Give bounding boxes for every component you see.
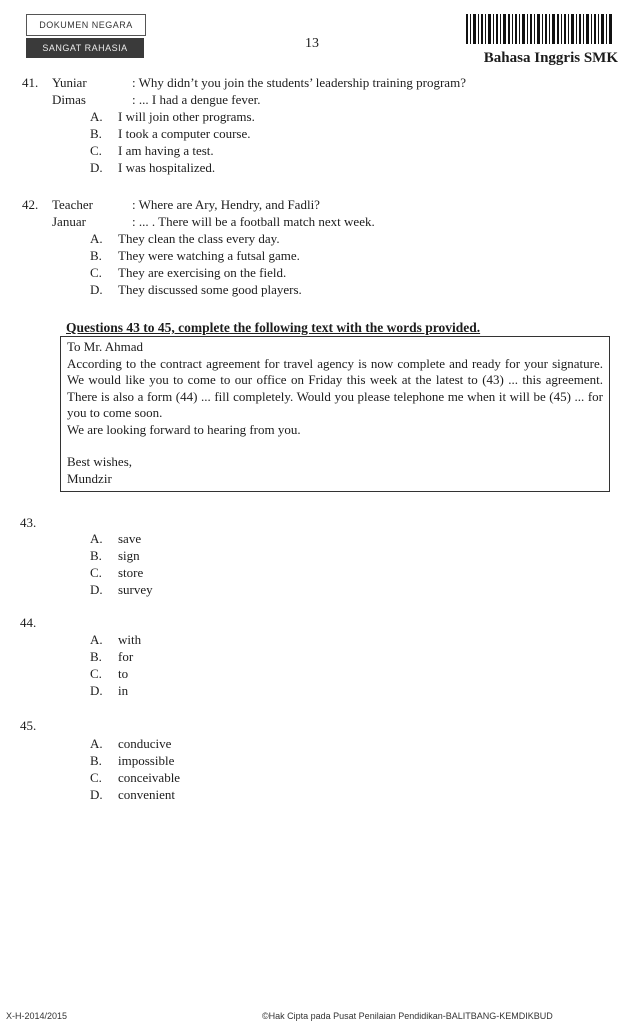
barcode-icon bbox=[466, 14, 612, 44]
option-44-d bbox=[90, 683, 128, 699]
letter-body: According to the contract agreement for travel agency is now complete and ready for your signature. We would like you to come to our office on Friday this week at the latest to (43) ... this agreement. There is also a form (44) ... fill completely. Would you please telephone me when it will be (45) ... for you to come soon. bbox=[67, 355, 603, 420]
stamp-dokumen-negara: DOKUMEN NEGARA bbox=[26, 14, 146, 36]
option-letter: B. bbox=[90, 753, 102, 768]
option-45-c bbox=[90, 770, 180, 786]
option-text: for bbox=[118, 649, 134, 664]
option-44-b bbox=[90, 649, 133, 665]
option-letter: A. bbox=[90, 231, 103, 246]
option-text: in bbox=[118, 683, 129, 698]
option-letter: A. bbox=[90, 531, 103, 546]
option-text: convenient bbox=[118, 787, 176, 802]
footer-exam-code: X-H-2014/2015 bbox=[6, 1011, 68, 1021]
option-letter: D. bbox=[90, 683, 103, 698]
option-text: They clean the class every day. bbox=[118, 231, 280, 246]
option-text: I took a computer course. bbox=[118, 126, 251, 141]
option-text: with bbox=[118, 632, 142, 647]
option-letter: B. bbox=[90, 548, 102, 563]
option-text: conducive bbox=[118, 736, 172, 751]
option-text: They discussed some good players. bbox=[118, 282, 302, 297]
question-42-line1 bbox=[22, 196, 320, 213]
option-text: impossible bbox=[118, 753, 175, 768]
question-number: 41. bbox=[22, 75, 39, 90]
option-41-d bbox=[90, 160, 215, 176]
dialogue-text: : Where are Ary, Hendry, and Fadli? bbox=[132, 197, 320, 212]
question-41-line2 bbox=[52, 91, 261, 108]
option-45-a bbox=[90, 736, 171, 752]
page-number: 13 bbox=[305, 36, 319, 51]
option-letter: C. bbox=[90, 565, 102, 580]
question-42-line2 bbox=[52, 213, 375, 230]
option-text: They are exercising on the field. bbox=[118, 265, 287, 280]
option-44-c bbox=[90, 666, 128, 682]
option-letter: A. bbox=[90, 109, 103, 124]
option-letter: B. bbox=[90, 248, 102, 263]
option-letter: D. bbox=[90, 582, 103, 597]
question-43-number: 43. bbox=[20, 515, 37, 530]
option-letter: D. bbox=[90, 160, 103, 175]
letter-signature: Mundzir bbox=[67, 470, 112, 486]
dialogue-text: : ... I had a dengue fever. bbox=[132, 92, 261, 107]
subject-title: Bahasa Inggris SMK bbox=[483, 50, 618, 66]
speaker-name: Teacher bbox=[52, 197, 93, 212]
option-letter: C. bbox=[90, 666, 102, 681]
letter-recipient: To Mr. Ahmad bbox=[67, 339, 144, 354]
option-43-a bbox=[90, 531, 141, 547]
option-text: They were watching a futsal game. bbox=[118, 248, 300, 263]
option-43-c bbox=[90, 565, 143, 581]
option-43-d bbox=[90, 582, 153, 598]
speaker-name: Yuniar bbox=[52, 75, 87, 90]
option-text: save bbox=[118, 531, 142, 546]
option-text: sign bbox=[118, 548, 140, 563]
option-42-b bbox=[90, 248, 300, 264]
letter-closing-line: We are looking forward to hearing from you. bbox=[67, 421, 301, 437]
option-letter: C. bbox=[90, 143, 102, 158]
option-text: I will join other programs. bbox=[118, 109, 255, 124]
option-letter: A. bbox=[90, 632, 103, 647]
option-letter: D. bbox=[90, 787, 103, 802]
option-text: conceivable bbox=[118, 770, 181, 785]
question-44-number: 44. bbox=[20, 615, 37, 630]
passage-heading: Questions 43 to 45, complete the following text with the words provided. bbox=[66, 320, 481, 335]
passage-box bbox=[60, 336, 610, 492]
option-text: I was hospitalized. bbox=[118, 160, 216, 175]
option-41-a bbox=[90, 109, 255, 125]
option-42-c bbox=[90, 265, 286, 281]
option-41-c bbox=[90, 143, 214, 159]
speaker-name: Dimas bbox=[52, 92, 86, 107]
option-letter: B. bbox=[90, 126, 102, 141]
option-letter: B. bbox=[90, 649, 102, 664]
option-42-d bbox=[90, 282, 302, 298]
question-45-number: 45. bbox=[20, 718, 37, 733]
option-text: store bbox=[118, 565, 144, 580]
option-letter: A. bbox=[90, 736, 103, 751]
option-43-b bbox=[90, 548, 140, 564]
option-text: to bbox=[118, 666, 129, 681]
stamp-sangat-rahasia: SANGAT RAHASIA bbox=[26, 38, 144, 58]
option-41-b bbox=[90, 126, 250, 142]
option-letter: C. bbox=[90, 770, 102, 785]
option-45-d bbox=[90, 787, 175, 803]
option-45-b bbox=[90, 753, 174, 769]
letter-sign-off: Best wishes, bbox=[67, 454, 132, 469]
question-number: 42. bbox=[22, 197, 39, 212]
option-44-a bbox=[90, 632, 141, 648]
option-letter: C. bbox=[90, 265, 102, 280]
dialogue-text: : Why didn’t you join the students’ leadership training program? bbox=[132, 75, 466, 90]
question-41-line1 bbox=[22, 74, 466, 91]
speaker-name: Januar bbox=[52, 214, 86, 229]
option-text: survey bbox=[118, 582, 153, 597]
option-42-a bbox=[90, 231, 280, 247]
footer-copyright: ©Hak Cipta pada Pusat Penilaian Pendidikan-BALITBANG-KEMDIKBUD bbox=[262, 1011, 553, 1021]
dialogue-text: : ... . There will be a football match next week. bbox=[132, 214, 375, 229]
option-text: I am having a test. bbox=[118, 143, 214, 158]
option-letter: D. bbox=[90, 282, 103, 297]
